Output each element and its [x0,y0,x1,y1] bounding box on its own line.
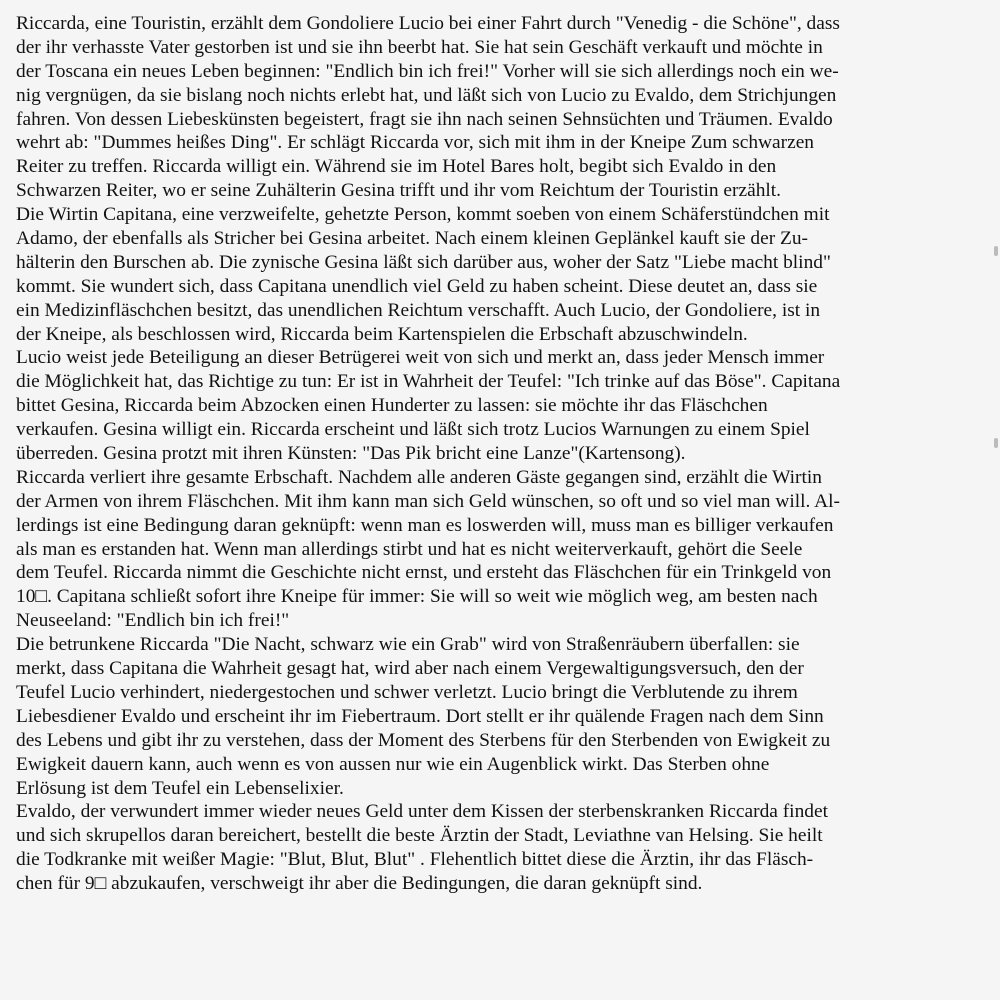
text-line: der Toscana ein neues Leben beginnen: "Endlich bin ich frei!" Vorher will sie sich allerdings noch ein we- [16,60,839,82]
text-line: Riccarda verliert ihre gesamte Erbschaft. Nachdem alle anderen Gäste gegangen sind, erzählt die Wirtin [16,466,822,488]
text-line: der Armen von ihrem Fläschchen. Mit ihm kann man sich Geld wünschen, so oft und so viel man will. Al- [16,490,840,512]
text-line: hälterin den Burschen ab. Die zynische Gesina läßt sich darüber aus, woher der Satz "Liebe macht blind" [16,251,831,273]
page-edge-mark [994,246,998,256]
text-line: die Todkranke mit weißer Magie: "Blut, Blut, Blut" . Flehentlich bittet diese die Ärztin, ihr das Fläsch- [16,849,814,871]
text-line: als man es erstanden hat. Wenn man allerdings stirbt und hat es nicht weiterverkauft, gehört die Seele [16,538,803,560]
text-line: nig vergnügen, da sie bislang noch nichts erlebt hat, und läßt sich von Lucio zu Evaldo, dem Strichjungen [16,84,837,106]
page-edge-mark [994,438,998,448]
text-line: ein Medizinfläschchen besitzt, das unendlichen Reichtum verschafft. Auch Lucio, der Gondoliere, ist in [16,299,821,321]
text-line: Ewigkeit dauern kann, auch wenn es von aussen nur wie ein Augenblick wirkt. Das Sterben ohne [16,753,770,775]
text-line: Riccarda, eine Touristin, erzählt dem Gondoliere Lucio bei einer Fahrt durch "Venedig - die Schöne", dass [16,13,840,34]
text-line: überreden. Gesina protzt mit ihren Künsten: "Das Pik bricht eine Lanze"(Kartensong). [16,443,686,465]
text-line: Die Wirtin Capitana, eine verzweifelte, gehetzte Person, kommt soeben von einem Schäferstündchen mit [16,204,830,226]
text-line: Reiter zu treffen. Riccarda willigt ein. Während sie im Hotel Bares holt, begibt sich Evaldo in den [16,156,777,178]
text-line: wehrt ab: "Dummes heißes Ding". Er schlägt Riccarda vor, sich mit ihm in der Kneipe Zum schwarzen [16,132,814,154]
text-line: 10□. Capitana schließt sofort ihre Kneipe für immer: Sie will so weit wie möglich weg, am besten nach [16,586,818,608]
text-line: Lucio weist jede Beteiligung an dieser Betrügerei weit von sich und merkt an, dass jeder Mensch immer [16,347,825,369]
text-line: lerdings ist eine Bedingung daran geknüpft: wenn man es loswerden will, muss man es billiger verkaufen [16,514,834,536]
text-line: der Kneipe, als beschlossen wird, Riccarda beim Kartenspielen die Erbschaft abzuschwindeln. [16,323,748,345]
text-line: die Möglichkeit hat, das Richtige zu tun: Er ist in Wahrheit der Teufel: "Ich trinke auf das Böse". Capitana [16,371,841,393]
text-line: Die betrunkene Riccarda "Die Nacht, schwarz wie ein Grab" wird von Straßenräubern überfallen: sie [16,634,800,656]
text-line: Schwarzen Reiter, wo er seine Zuhälterin Gesina trifft und ihr vom Reichtum der Touristin erzählt. [16,180,782,202]
text-line: Liebesdiener Evaldo und erscheint ihr im Fiebertraum. Dort stellt er ihr quälende Fragen nach dem Sinn [16,705,824,727]
text-line: fahren. Von dessen Liebeskünsten begeistert, fragt sie ihn nach seinen Sehnsüchten und Träumen. Evaldo [16,108,833,130]
text-line: kommt. Sie wundert sich, dass Capitana unendlich viel Geld zu haben scheint. Diese deutet an, dass sie [16,275,818,297]
text-line: und sich skrupellos daran bereichert, bestellt die beste Ärztin der Stadt, Leviathne van Helsing. Sie heilt [16,825,823,847]
text-line: Adamo, der ebenfalls als Stricher bei Gesina arbeitet. Nach einem kleinen Geplänkel kauft sie der Zu- [16,228,809,250]
text-line: der ihr verhasste Vater gestorben ist und sie ihn beerbt hat. Sie hat sein Geschäft verkauft und möchte in [16,36,823,58]
text-line: chen für 9□ abzukaufen, verschweigt ihr aber die Bedingungen, die daran geknüpft sind. [16,873,703,895]
text-line: Teufel Lucio verhindert, niedergestochen und schwer verletzt. Lucio bringt die Verblutende zu ihrem [16,681,798,703]
text-line: Neuseeland: "Endlich bin ich frei!" [16,610,290,632]
text-line: Evaldo, der verwundert immer wieder neues Geld unter dem Kissen der sterbenskranken Riccarda findet [16,801,828,823]
text-line: merkt, dass Capitana die Wahrheit gesagt hat, wird aber nach einem Vergewaltigungsversuch, den der [16,658,804,680]
text-line: verkaufen. Gesina willigt ein. Riccarda erscheint und läßt sich trotz Lucios Warnungen zu einem Spiel [16,419,810,441]
text-line: dem Teufel. Riccarda nimmt die Geschichte nicht ernst, und ersteht das Fläschchen für ein Trinkgeld von [16,562,832,584]
text-line: bittet Gesina, Riccarda beim Abzocken einen Hunderter zu lassen: sie möchte ihr das Fläschchen [16,395,768,417]
document-text [16,12,986,896]
text-line: des Lebens und gibt ihr zu verstehen, dass der Moment des Sterbens für den Sterbenden von Ewigkeit zu [16,729,831,751]
text-line: Erlösung ist dem Teufel ein Lebenselixier. [16,777,344,799]
